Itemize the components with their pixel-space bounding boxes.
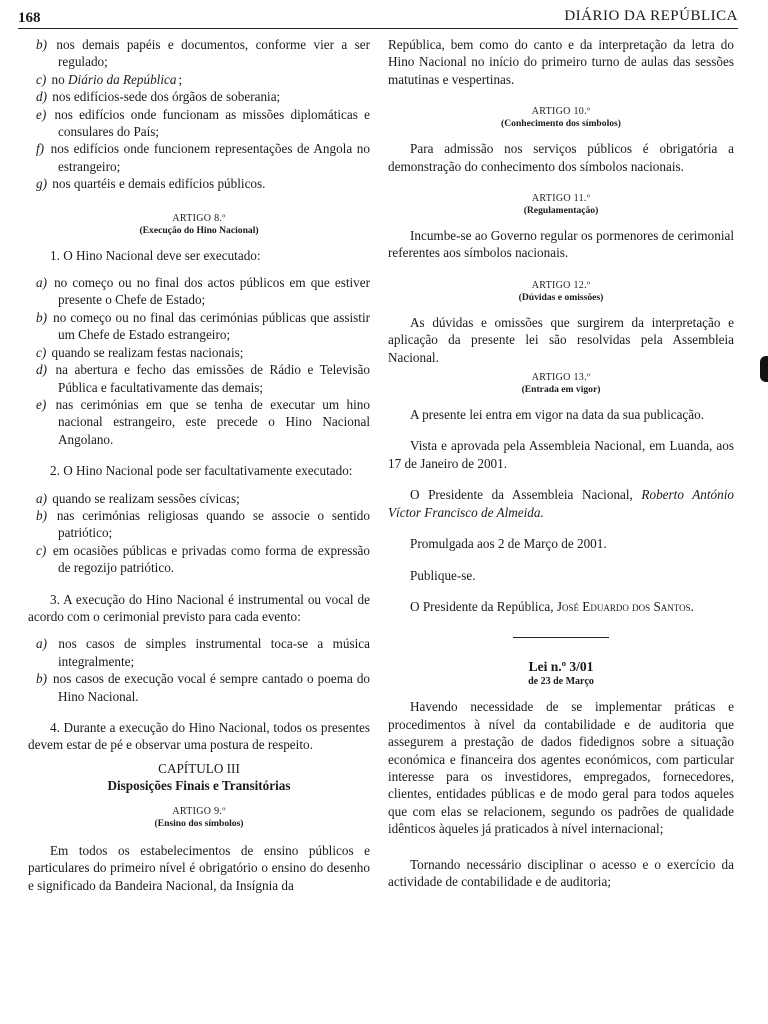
paragraph: Em todos os estabelecimentos de ensino públicos e particulares do primeiro nível é obrigatório o ensino do desenho e significado da Bandeira Nacional, da Insígnia da	[28, 842, 370, 893]
journal-title: DIÁRIO DA REPÚBLICA	[564, 8, 738, 24]
paragraph: Havendo necessidade de se implementar práticas e procedimentos à nível da contabilidade e de auditoria que assegurem a prestação de dados fidedignos sobre a situação económica e financeira dos agentes económicos, com particular interesse para os investidores, empregados, fornecedores, clientes, entidades públicas e de modo geral para todos aqueles que com elas se relacionem, segundo os padrões de qualidade idênticos àqueles já praticados à nível internacional;	[388, 699, 734, 837]
article-title: ARTIGO 13.º	[531, 372, 591, 384]
list-item: f) nos edifícios onde funcionem representações de Angola no estrangeiro;	[36, 141, 370, 174]
paragraph: Tornando necessário disciplinar o acesso e o exercício da actividade de contabilidade e de auditoria;	[388, 856, 734, 889]
page-number: 168	[18, 10, 41, 26]
article-subtitle: (Ensino dos símbolos)	[154, 817, 244, 829]
paragraph: Promulgada aos 2 de Março de 2001.	[410, 536, 607, 552]
list-item: c) quando se realizam festas nacionais;	[36, 344, 244, 360]
paragraph: 1. O Hino Nacional deve ser executado:	[50, 247, 261, 263]
list-item: b) nos demais papéis e documentos, conforme vier a ser regulado;	[36, 37, 370, 70]
paragraph: 2. O Hino Nacional pode ser facultativamente executado:	[50, 463, 353, 479]
paragraph: 4. Durante a execução do Hino Nacional, todos os presentes devem estar de pé e observar uma postura de respeito.	[28, 720, 370, 753]
right-column	[388, 36, 734, 890]
list-item: b) nos casos de execução vocal é sempre cantado o poema do Hino Nacional.	[36, 671, 371, 704]
list-item: b) no começo ou no final das cerimónias públicas que assistir um Chefe de Estado estrangeiro;	[36, 309, 370, 343]
list-item: c) no Diário da República ;	[36, 71, 183, 87]
chapter-subtitle: Disposições Finais e Transitórias	[107, 777, 291, 793]
chapter-title: CAPÍTULO III	[158, 760, 240, 776]
paragraph: Vista e aprovada pela Assembleia Nacional, em Luanda, aos 17 de Janeiro de 2001.	[388, 438, 734, 471]
law-date: de 23 de Março	[528, 676, 594, 688]
list-item: c) em ocasiões públicas e privadas como forma de expressão de regozijo patriótico.	[36, 542, 371, 576]
article-title: ARTIGO 8.º	[172, 212, 226, 224]
article-subtitle: (Conhecimento dos símbolos)	[501, 118, 621, 130]
list-item: d) nos edifícios-sede dos órgãos de soberania;	[36, 89, 281, 105]
article-subtitle: (Regulamentação)	[523, 205, 599, 217]
paragraph: Para admissão nos serviços públicos é obrigatória a demonstração do conhecimento dos símbolos nacionais.	[388, 141, 734, 174]
list-item: a) quando se realizam sessões cívicas;	[36, 490, 240, 506]
scan-edge-mark	[760, 356, 768, 382]
list-item: d) na abertura e fecho das emissões de Rádio e Televisão Pública e facultativamente das demais;	[36, 362, 370, 395]
law-title: Lei n.º 3/01	[528, 659, 594, 675]
article-title: ARTIGO 9.º	[172, 805, 226, 817]
list-item: a) nos casos de simples instrumental toca-se a música integralmente;	[36, 636, 371, 669]
signature-line: O Presidente da República, José Eduardo dos Santos.	[410, 598, 694, 614]
header-rule	[18, 28, 738, 29]
article-subtitle: (Dúvidas e omissões)	[518, 291, 604, 303]
list-item: e) nas cerimónias em que se tenha de executar um hino nacional estrangeiro, este precede o Hino Nacional Angolano.	[36, 396, 370, 447]
article-title: ARTIGO 12.º	[531, 279, 591, 291]
signature-line: O Presidente da Assembleia Nacional, Roberto António Víctor Francisco de Almeida.	[388, 487, 734, 520]
left-column	[28, 36, 370, 894]
paragraph: As dúvidas e omissões que surgirem da interpretação e aplicação da presente lei são resolvidas pela Assembleia Nacional.	[388, 314, 734, 365]
article-subtitle: (Entrada em vigor)	[521, 384, 601, 396]
article-subtitle: (Execução do Hino Nacional)	[139, 224, 259, 236]
list-item: b) nas cerimónias religiosas quando se associe o sentido patriótico;	[36, 507, 370, 541]
paragraph: Publique-se.	[410, 567, 476, 583]
paragraph: Incumbe-se ao Governo regular os pormenores de cerimonial referentes aos símbolos nacionais.	[388, 228, 734, 261]
list-item: e) nos edifícios onde funcionam as missões diplomáticas e consulares do País;	[36, 106, 370, 140]
list-item: a) no começo ou no final dos actos públicos em que estiver presente o Chefe de Estado;	[36, 275, 370, 308]
paragraph: República, bem como do canto e da interpretação da letra do Hino Nacional no início do primeiro turno de aulas das sessões matutinas e vespertinas.	[388, 37, 734, 87]
paragraph: A presente lei entra em vigor na data da sua publicação.	[410, 407, 705, 423]
article-title: ARTIGO 10.º	[531, 106, 591, 118]
paragraph: 3. A execução do Hino Nacional é instrumental ou vocal de acordo com o cerimonial previsto para cada evento:	[28, 591, 370, 624]
article-title: ARTIGO 11.º	[531, 193, 591, 205]
list-item: g) nos quartéis e demais edifícios públicos.	[36, 176, 266, 192]
